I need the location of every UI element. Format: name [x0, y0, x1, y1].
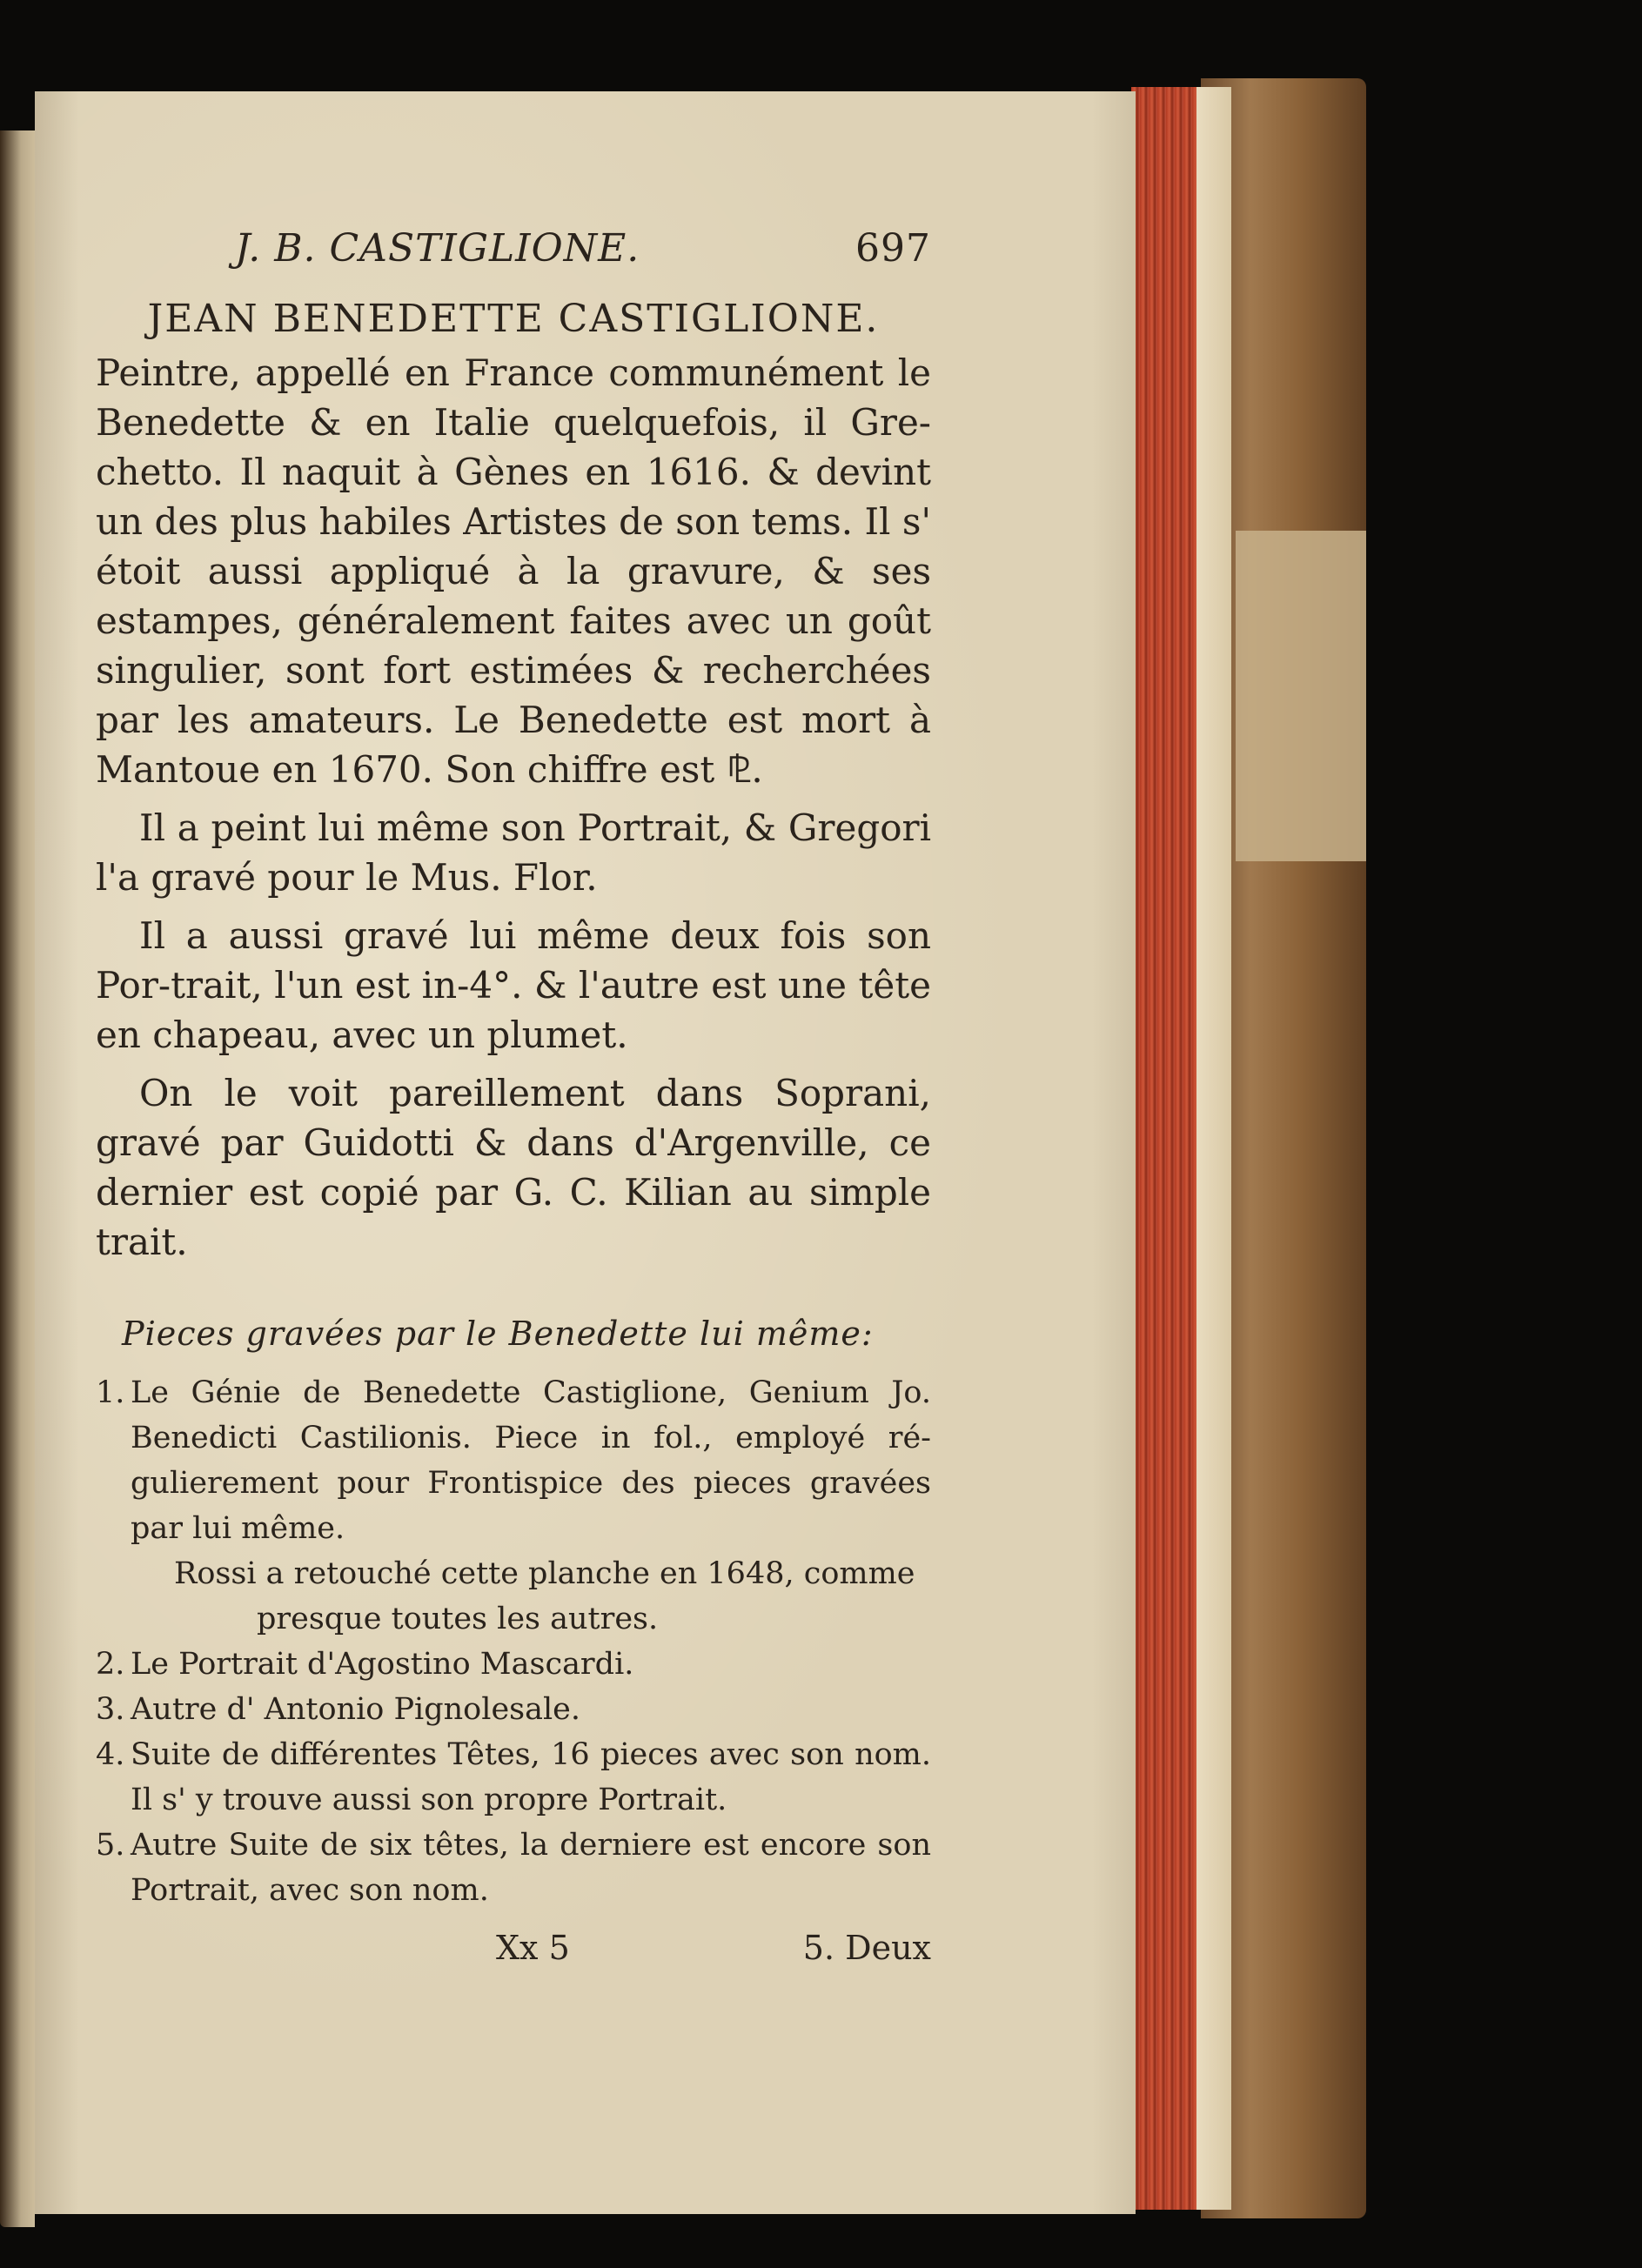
list-item: [96, 1687, 931, 1732]
paragraph-3: Il a aussi gravé lui même deux fois son Por-trait, l'un est in-4°. & l'autre est une tête en chapeau, avec un plumet.: [96, 914, 931, 1056]
catchword: 5. Deux: [802, 1929, 931, 1967]
paragraph-1: Peintre, appellé en France communément le Benedette & en Italie quelquefois, il Gre-chetto. Il naquit à Gènes en 1616. & devint un des plus habiles Artistes de son tems. Il s' étoit aussi appliqué à la gravure, & ses estampes, généralement faites avec un goût singulier, sont fort estimées & recherchées par les amateurs. Le Benedette est mort à Mantoue en 1670. Son chiffre est ⅊.: [96, 351, 931, 791]
note-line-2: presque toutes les autres.: [257, 1602, 659, 1636]
entry-text: Le Génie de Benedette Castiglione, Genium Jo. Benedicti Castilionis. Piece in fol., employé ré-gulierement pour Frontispice des pieces gravées par lui même.: [131, 1375, 931, 1546]
previous-page-edge: [0, 130, 35, 2227]
text-block: [96, 226, 931, 1967]
paragraph-2: Il a peint lui même son Portrait, & Gregori l'a gravé pour le Mus. Flor.: [96, 806, 931, 899]
book-page: [35, 91, 1136, 2214]
note-line-1: Rossi a retouché cette planche en 1648, comme: [174, 1556, 915, 1591]
page-footer: [96, 1929, 931, 1967]
page-number: 697: [855, 226, 931, 271]
list-item: [96, 1823, 931, 1913]
signature-mark: Xx 5: [496, 1929, 570, 1967]
section-heading: Pieces gravées par le Benedette lui même:: [122, 1315, 874, 1353]
entry-number: 2.: [96, 1647, 125, 1682]
entry-note: [174, 1551, 931, 1642]
entry-text: Autre Suite de six têtes, la derniere est encore son Portrait, avec son nom.: [131, 1828, 931, 1908]
list-item: [96, 1732, 931, 1823]
entry-number: 5.: [96, 1828, 125, 1863]
entry-text: Le Portrait d'Agostino Mascardi.: [131, 1647, 634, 1682]
entry-number: 4.: [96, 1737, 125, 1772]
entry-text: Suite de différentes Têtes, 16 pieces avec son nom. Il s' y trouve aussi son propre Portrait.: [131, 1737, 931, 1817]
list-item: [96, 1642, 931, 1687]
entry-number: 3.: [96, 1692, 125, 1727]
entry-text: Autre d' Antonio Pignolesale.: [131, 1692, 581, 1727]
cover-patch: [1236, 531, 1366, 861]
page-edges: [1131, 87, 1231, 2210]
entry-number: 1.: [96, 1375, 125, 1410]
paragraph-4: On le voit pareillement dans Soprani, gravé par Guidotti & dans d'Argenville, ce dernier est copié par G. C. Kilian au simple trait.: [96, 1072, 931, 1263]
entry-list: [96, 1370, 931, 1913]
page-edges-inner: [1196, 87, 1231, 2210]
article-title: JEAN BENEDETTE CASTIGLIONE.: [147, 297, 880, 341]
list-item: [96, 1370, 931, 1551]
running-head-title: J. B. CASTIGLIONE.: [235, 226, 640, 271]
running-head: [235, 226, 931, 271]
